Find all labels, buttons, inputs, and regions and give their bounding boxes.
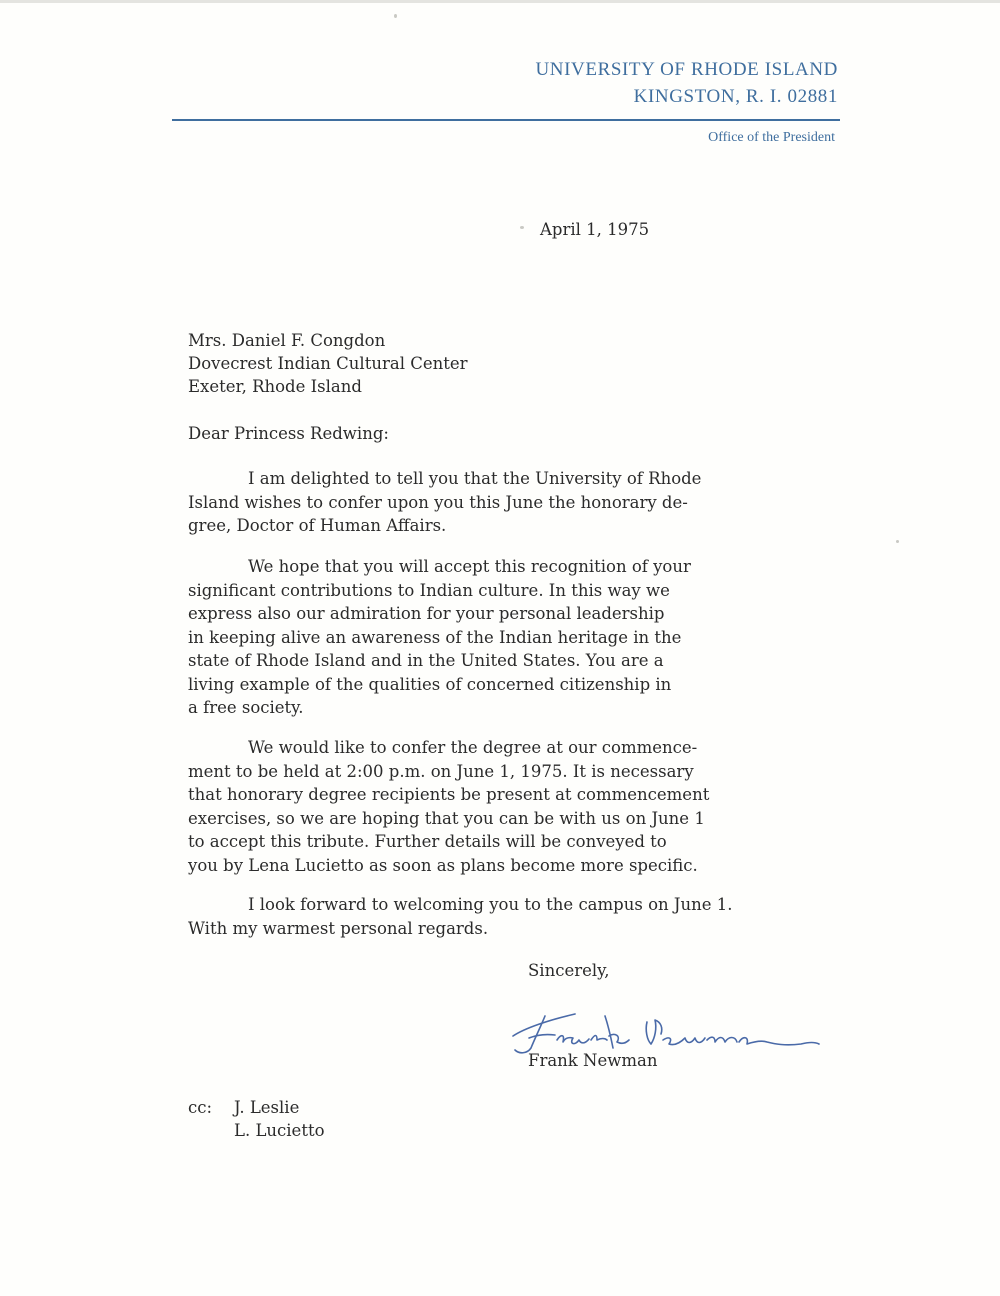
paragraph-line: ment to be held at 2:00 p.m. on June 1, 1975. It is necessary (188, 761, 694, 781)
body-paragraph-3 (188, 736, 848, 877)
paragraph-line: We hope that you will accept this recognition of your (248, 557, 691, 576)
paragraph-line: that honorary degree recipients be present at commencement (188, 785, 710, 804)
paragraph-line: you by Lena Lucietto as soon as plans become more specific. (188, 855, 698, 875)
paragraph-line: I am delighted to tell you that the University of Rhode (248, 469, 702, 488)
paragraph-line: to accept this tribute. Further details will be conveyed to (188, 832, 667, 851)
paragraph-line: With my warmest personal regards. (188, 918, 489, 938)
recipient-organization: Dovecrest Indian Cultural Center (188, 354, 468, 373)
paper-speck (896, 540, 899, 543)
paragraph-line: Island wishes to confer upon you this June the honorary de- (188, 492, 688, 512)
paper-speck (520, 226, 524, 229)
cc-label: cc: (188, 1098, 213, 1117)
salutation: Dear Princess Redwing: (188, 424, 389, 443)
closing: Sincerely, (528, 961, 610, 980)
paragraph-line: gree, Doctor of Human Affairs. (188, 516, 447, 535)
body-paragraph-4 (188, 893, 848, 940)
signer-name: Frank Newman (528, 1051, 658, 1070)
letterhead-institution: UNIVERSITY OF RHODE ISLAND (535, 59, 838, 80)
paragraph-line: I look forward to welcoming you to the campus on June 1. (248, 895, 733, 914)
recipient-address: Exeter, Rhode Island (188, 377, 362, 396)
body-paragraph-2 (188, 555, 848, 720)
paper-speck (394, 14, 397, 18)
paragraph-line: in keeping alive an awareness of the Indian heritage in the (188, 627, 682, 647)
paragraph-line: express also our admiration for your personal leadership (188, 604, 665, 623)
letterhead-rule (172, 119, 840, 121)
recipient-name: Mrs. Daniel F. Congdon (188, 331, 386, 350)
letterhead-location: KINGSTON, R. I. 02881 (633, 86, 838, 107)
paragraph-line: living example of the qualities of concerned citizenship in (188, 674, 672, 694)
cc-recipient: J. Leslie (234, 1098, 300, 1117)
body-paragraph-1 (188, 467, 848, 538)
cc-recipient: L. Lucietto (234, 1121, 325, 1140)
paragraph-line: We would like to confer the degree at our commence- (248, 738, 698, 757)
paragraph-line: exercises, so we are hoping that you can be with us on June 1 (188, 808, 705, 828)
letterhead-office: Office of the President (708, 130, 835, 145)
paper-edge (0, 0, 1000, 3)
letter-date: April 1, 1975 (540, 220, 650, 239)
paragraph-line: a free society. (188, 698, 304, 717)
paragraph-line: significant contributions to Indian culture. In this way we (188, 580, 670, 600)
paragraph-line: state of Rhode Island and in the United States. You are a (188, 651, 664, 670)
